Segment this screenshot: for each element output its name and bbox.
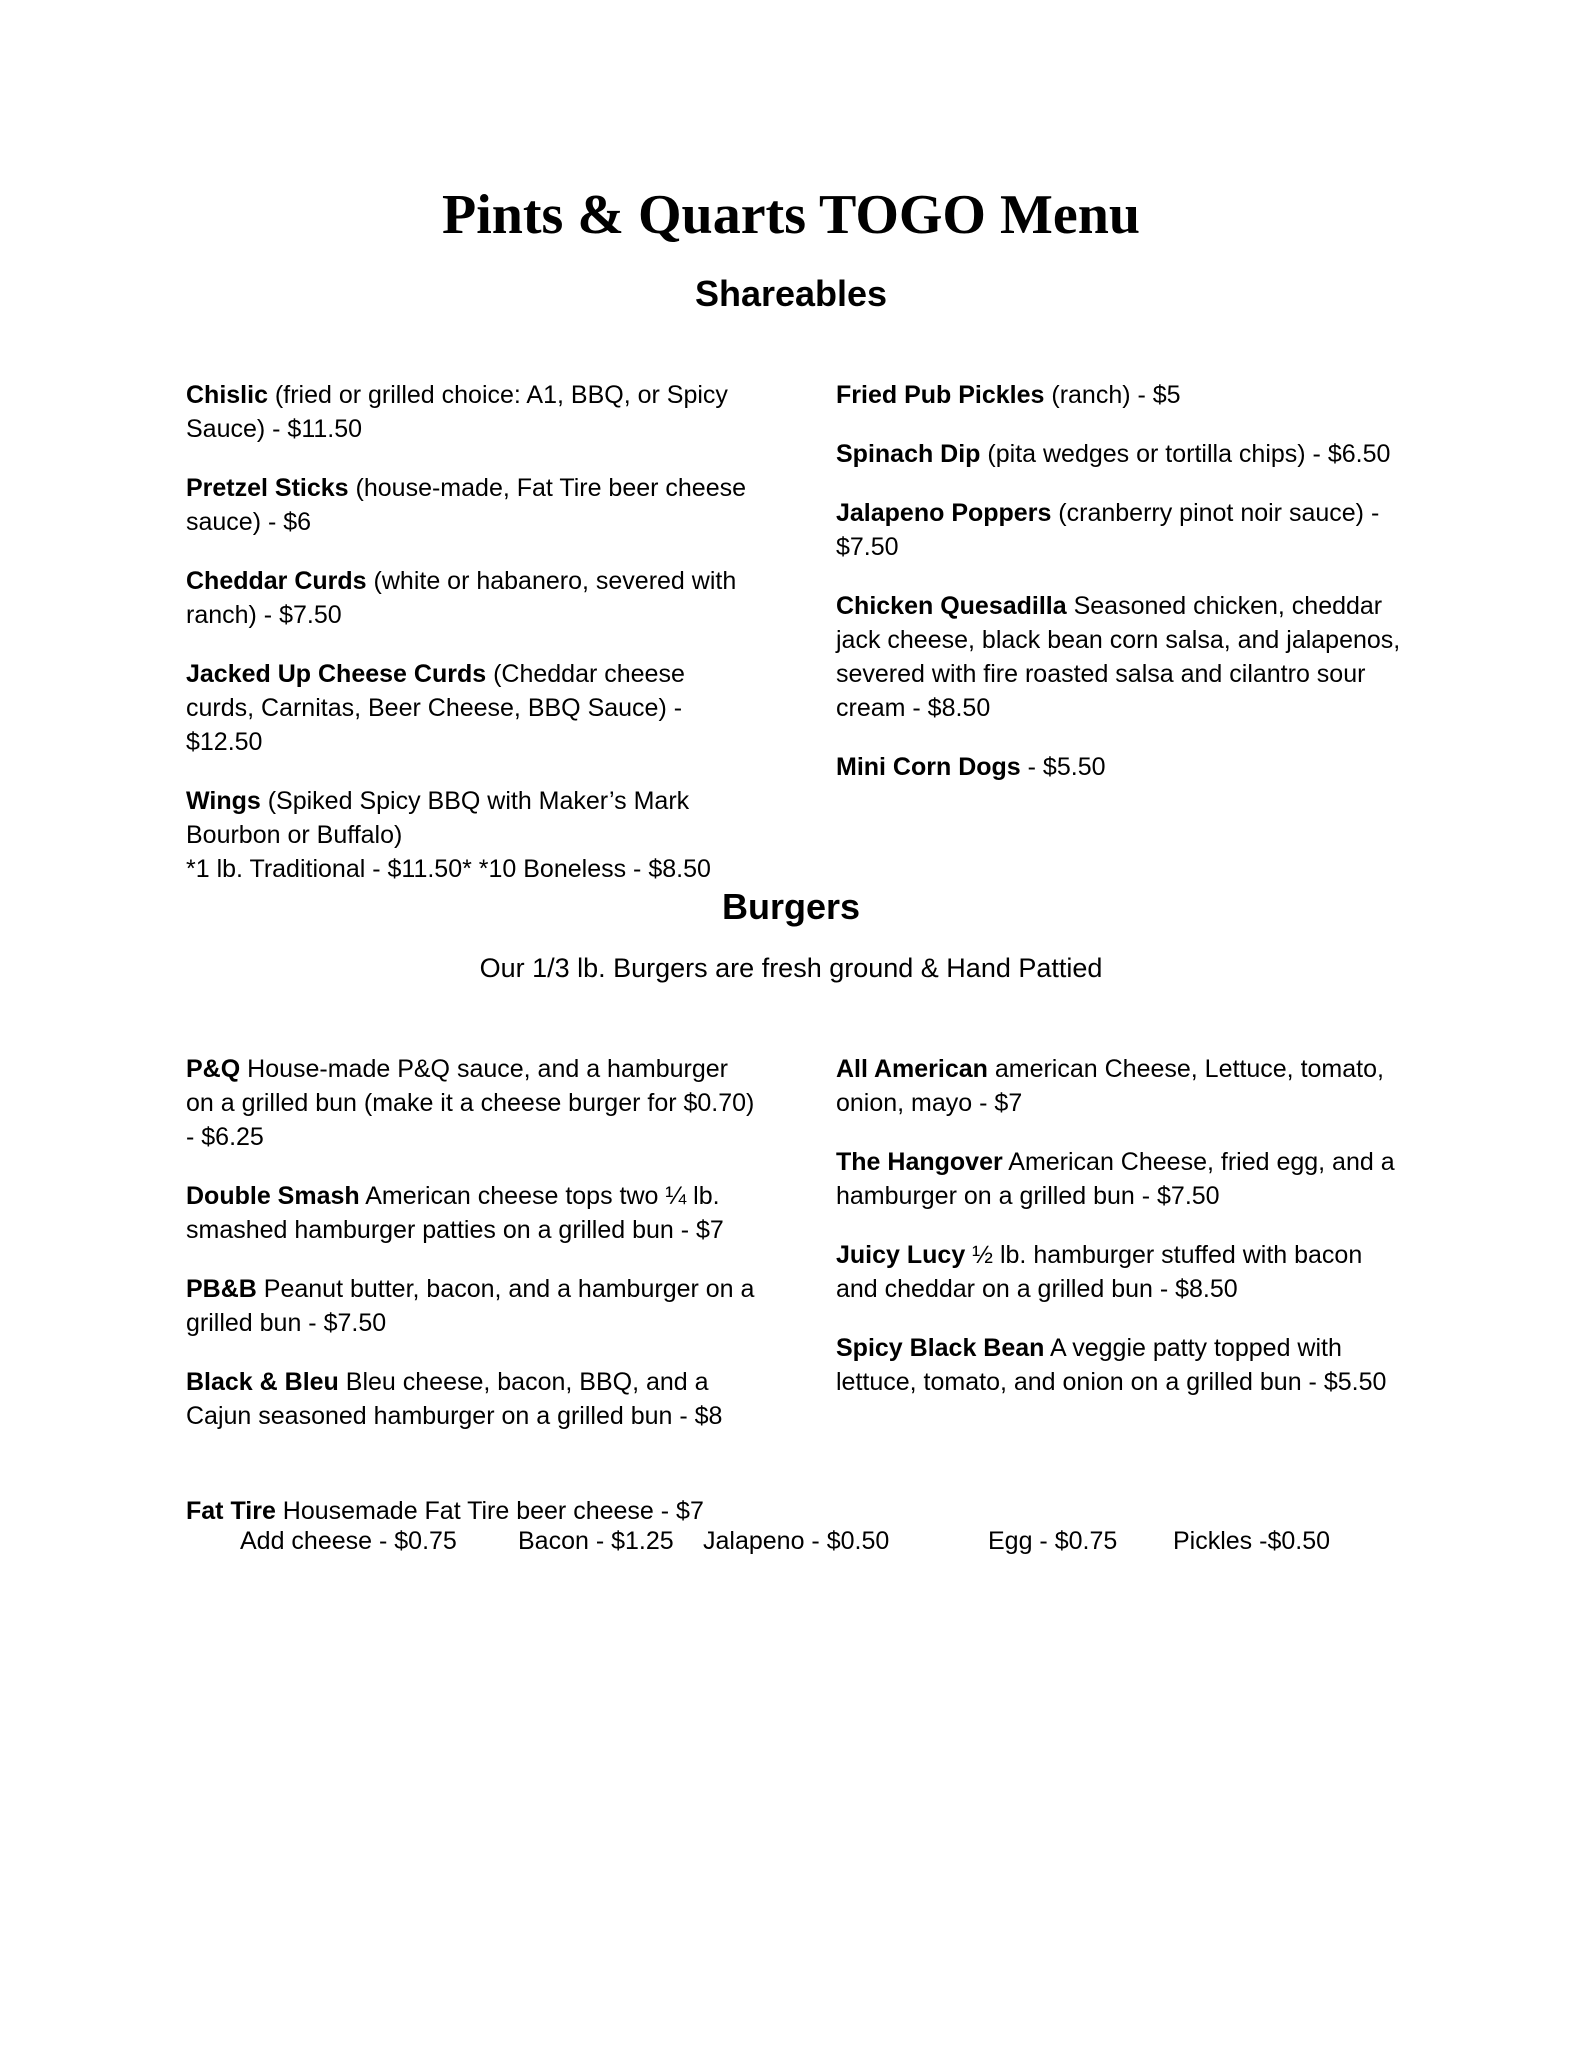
item-name: Chislic (186, 381, 268, 409)
menu-item (186, 657, 756, 759)
item-description: American Cheese, fried egg, and a hamburger on a grilled bun - $7.50 (836, 1148, 1395, 1210)
menu-item (186, 1179, 756, 1247)
item-name: Jacked Up Cheese Curds (186, 660, 487, 688)
item-description: Peanut butter, bacon, and a hamburger on a grilled bun - $7.50 (186, 1275, 755, 1337)
item-description: ½ lb. hamburger stuffed with bacon and cheddar on a grilled bun - $8.50 (836, 1241, 1363, 1303)
item-name: Fat Tire (186, 1497, 276, 1525)
item-name: Spicy Black Bean (836, 1334, 1045, 1362)
item-description: Bleu cheese, bacon, BBQ, and a Cajun seasoned hamburger on a grilled bun - $8 (186, 1368, 723, 1430)
item-description: - $5.50 (1020, 753, 1106, 781)
item-name: Mini Corn Dogs (836, 753, 1021, 781)
item-description: (pita wedges or tortilla chips) - $6.50 (980, 440, 1391, 468)
item-description: (Cheddar cheese curds, Carnitas, Beer Cheese, BBQ Sauce) - $12.50 (186, 660, 685, 756)
menu-item (836, 496, 1406, 564)
burgers-right-column (836, 1052, 1406, 1424)
item-extra: *1 lb. Traditional - $11.50* *10 Boneless - $8.50 (186, 855, 711, 883)
item-description: American cheese tops two ¼ lb. smashed hamburger patties on a grilled bun - $7 (186, 1182, 724, 1244)
item-description: (fried or grilled choice: A1, BBQ, or Spicy Sauce) - $11.50 (186, 381, 728, 443)
menu-title: Pints & Quarts TOGO Menu (441, 184, 1140, 246)
item-name: P&Q (186, 1055, 241, 1083)
burgers-heading: Burgers (721, 886, 861, 927)
menu-item (836, 1238, 1406, 1306)
burgers-left-column (186, 1052, 756, 1458)
item-description: A veggie patty topped with lettuce, tomato, and onion on a grilled bun - $5.50 (836, 1334, 1387, 1396)
menu-item (836, 437, 1406, 471)
item-description: (ranch) - $5 (1044, 381, 1181, 409)
item-description: (house-made, Fat Tire beer cheese sauce) - $6 (186, 474, 747, 536)
menu-item (186, 784, 756, 886)
item-name: Chicken Quesadilla (836, 592, 1067, 620)
item-description: american Cheese, Lettuce, tomato, onion, mayo - $7 (836, 1055, 1384, 1117)
item-name: Cheddar Curds (186, 567, 367, 595)
menu-item (836, 1145, 1406, 1213)
item-name: Spinach Dip (836, 440, 981, 468)
menu-item (836, 589, 1406, 725)
menu-item (836, 1331, 1406, 1399)
shareables-heading: Shareables (694, 273, 888, 314)
item-name: Juicy Lucy (836, 1241, 966, 1269)
item-description: (Spiked Spicy BBQ with Maker’s Mark Bourbon or Buffalo) (186, 787, 690, 849)
addon-item: Egg - $0.75 (988, 1527, 1118, 1555)
shareables-left-column (186, 378, 756, 911)
menu-item (836, 750, 1406, 784)
menu-item-fat-tire (186, 1494, 1386, 1528)
item-name: Double Smash (186, 1182, 360, 1210)
addon-item: Pickles -$0.50 (1173, 1527, 1331, 1555)
menu-item (836, 1052, 1406, 1120)
item-name: PB&B (186, 1275, 257, 1303)
addon-item: Jalapeno - $0.50 (703, 1527, 890, 1555)
menu-item (836, 378, 1406, 412)
shareables-right-column (836, 378, 1406, 809)
menu-item (186, 1052, 756, 1154)
addon-item: Add cheese - $0.75 (240, 1527, 457, 1555)
menu-item (186, 1365, 756, 1433)
menu-item (186, 471, 756, 539)
menu-item (186, 378, 756, 446)
item-name: Black & Bleu (186, 1368, 339, 1396)
addon-item: Bacon - $1.25 (518, 1527, 674, 1555)
item-description: House-made P&Q sauce, and a hamburger on a grilled bun (make it a cheese burger for $0.70) - $6.25 (186, 1055, 755, 1151)
item-description: Seasoned chicken, cheddar jack cheese, black bean corn salsa, and jalapenos, severed with fire roasted salsa and cilantro sour cream - $8.50 (836, 592, 1401, 722)
item-description: (white or habanero, severed with ranch) - $7.50 (186, 567, 737, 629)
item-name: Fried Pub Pickles (836, 381, 1045, 409)
item-description: Housemade Fat Tire beer cheese - $7 (275, 1497, 704, 1525)
item-name: The Hangover (836, 1148, 1003, 1176)
item-name: All American (836, 1055, 988, 1083)
burgers-subheading: Our 1/3 lb. Burgers are fresh ground & Hand Pattied (479, 953, 1103, 983)
menu-item (186, 1272, 756, 1340)
item-description: (cranberry pinot noir sauce) - $7.50 (836, 499, 1380, 561)
item-name: Wings (186, 787, 261, 815)
item-name: Jalapeno Poppers (836, 499, 1052, 527)
item-name: Pretzel Sticks (186, 474, 349, 502)
menu-item (186, 564, 756, 632)
